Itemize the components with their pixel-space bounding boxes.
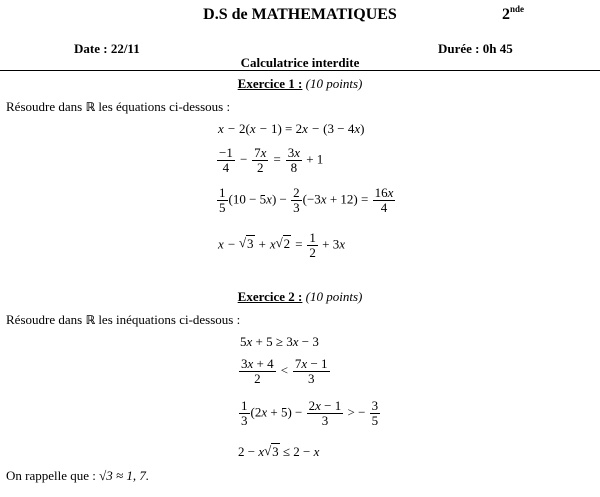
grade-number: 2 — [502, 6, 510, 23]
exercise-2-title — [0, 289, 600, 305]
equation-3: $\frac{1}{5}$ (10 − 5x) − $\frac{2}{3}$ (−3x + 12) = $\frac{16x}{4}$ — [219, 185, 394, 215]
exercise-1-title — [0, 76, 600, 92]
inequation-3: $\frac{1}{3}$ (2x + 5) − $\frac{2x - 1}{3}$ > − $\frac{3}{5}$ — [241, 398, 379, 428]
inequation-1: 5x + 5 ≥ 3x − 3 — [240, 334, 319, 349]
exercise-1-heading: Exercice 1 : — [237, 76, 303, 91]
header-divider — [0, 70, 600, 71]
grade-suffix: nde — [510, 4, 525, 14]
equation-2: $\frac{-1}{4}$ − $\frac{7x}{2}$ = $\frac{3x}{8}$ + 1 — [219, 145, 324, 175]
exercise-1-instruction — [6, 99, 230, 115]
exercise-1-points: (10 points) — [305, 76, 363, 91]
instruction-text: les inéquations ci-dessous : — [95, 312, 241, 327]
grade-level — [502, 6, 524, 24]
exercise-2-points: (10 points) — [305, 289, 363, 304]
inequation-4: 2 − x√ 3 ≤ 2 − x — [238, 444, 319, 460]
exercise-2-heading: Exercice 2 : — [237, 289, 303, 304]
reminder-prefix: On rappelle que : — [6, 468, 100, 483]
instruction-text: Résoudre dans — [6, 99, 86, 114]
calculator-notice: Calculatrice interdite — [240, 55, 360, 70]
exam-date: Date : 22/11 — [74, 41, 140, 56]
equation-4: x − √ 3 + x√ 2 = $\frac{1}{2}$ + 3x — [218, 231, 345, 260]
equation-1: x − 2(x − 1) = 2x − (3 − 4x) — [218, 121, 365, 136]
page-title: D.S de MATHEMATIQUES — [203, 6, 397, 23]
real-numbers-symbol: ℝ — [85, 100, 96, 114]
exam-duration: Durée : 0h 45 — [438, 41, 513, 56]
exercise-2-instruction — [6, 312, 240, 328]
real-numbers-symbol: ℝ — [85, 313, 96, 327]
instruction-text: les équations ci-dessous : — [95, 99, 231, 114]
reminder-note — [6, 468, 149, 484]
instruction-text: Résoudre dans — [6, 312, 86, 327]
inequation-2: $\frac{3x + 4}{2}$ < $\frac{7x - 1}{3}$ — [241, 356, 328, 386]
reminder-value: √3 ≈ 1, 7. — [99, 468, 150, 483]
